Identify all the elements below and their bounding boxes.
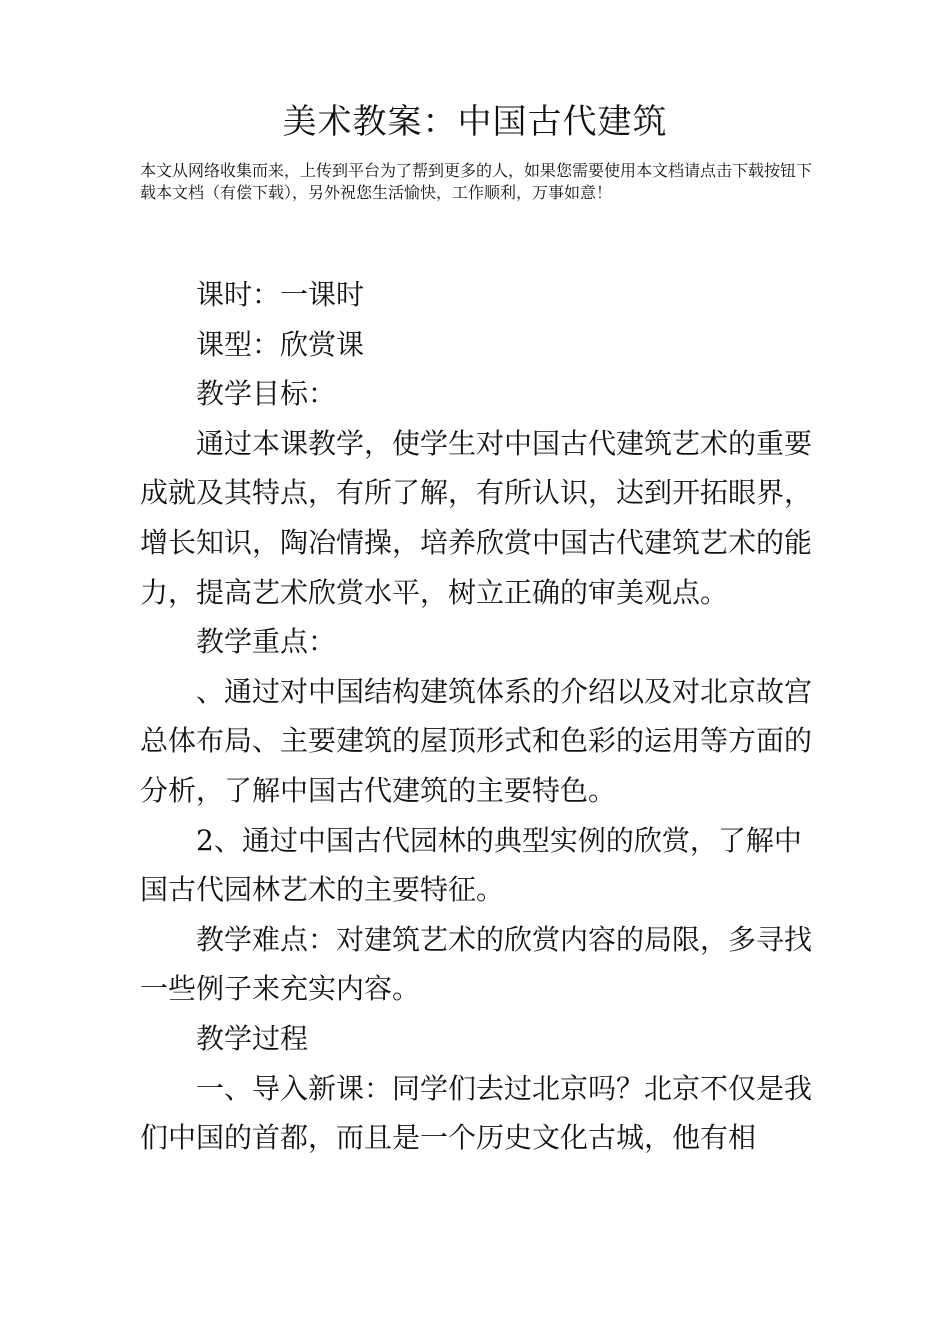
heading-teaching-objectives: 教学目标： [196, 377, 337, 411]
download-notice: 本文从网络收集而来，上传到平台为了帮到更多的人，如果您需要使用本文档请点击下载按钮下载本文档（有偿下载），另外祝您生活愉快，工作顺利，万事如意！ [140, 161, 813, 202]
document-title: 美术教案：中国古代建筑 [282, 102, 668, 142]
paragraph-class-type: 课型：欣赏课 [196, 327, 365, 361]
paragraph-introduction: 一、导入新课：同学们去过北京吗？北京不仅是我们中国的首都，而且是一个历史文化古城，他有相 [140, 1071, 813, 1155]
heading-teaching-focus: 教学重点： [196, 625, 337, 659]
paragraph-focus-item-2: 2、通过中国古代园林的典型实例的欣赏，了解中国古代园林艺术的主要特征。 [140, 823, 802, 907]
paragraph-focus-item-1: 、通过对中国结构建筑体系的介绍以及对北京故宫总体布局、主要建筑的屋顶形式和色彩的运用等方面的分析，了解中国古代建筑的主要特色。 [140, 674, 813, 807]
paragraph-class-hours: 课时：一课时 [196, 278, 365, 311]
paragraph-teaching-objectives: 通过本课教学，使学生对中国古代建筑艺术的重要成就及其特点，有所了解，有所认识，达到开拓眼界，增长知识，陶冶情操，培养欣赏中国古代建筑艺术的能力，提高艺术欣赏水平，树立正确的审美观点。 [140, 426, 813, 609]
paragraph-teaching-difficulty: 教学难点：对建筑艺术的欣赏内容的局限，多寻找一些例子来充实内容。 [140, 922, 813, 1006]
heading-teaching-process: 教学过程 [196, 1021, 309, 1055]
lesson-plan-body [140, 270, 820, 1163]
